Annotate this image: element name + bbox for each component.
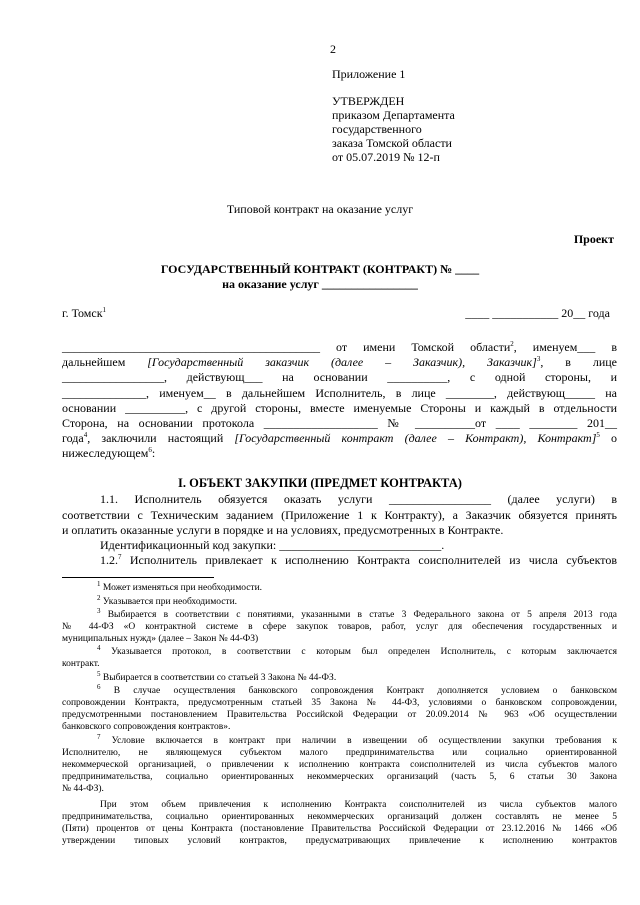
preamble-line-7 (62, 431, 617, 446)
preamble-text: года (62, 431, 84, 445)
footnote-mark: 2 (510, 340, 514, 348)
footnote-7-line-6: При этом объем привлечения к исполнению Контракта соисполнителей из числа субъектов малого (100, 800, 617, 810)
place-text: г. Томск (62, 306, 103, 320)
footnote-text: Указывается при необходимости. (102, 597, 238, 607)
footnote-3-line-3: муниципальных нужд» (далее – Закон № 44-ФЗ) (62, 634, 259, 644)
preamble-line-4: ______________, именуем__ в дальнейшем Исполнитель, в лице ________, действующ_____ на (62, 386, 617, 400)
section-1-line-2: соответствии с Техническим заданием (Приложение 1 к Контракту), а Заказчик обязуется принять (62, 508, 617, 522)
footnote-6-line-2: сопровождении Контракта, предусмотренным статьей 35 Закона № 44-ФЗ, условиями о банковском сопровождении, (62, 698, 617, 708)
footnote-mark: 7 (97, 732, 101, 741)
footnote-7-line-7: предпринимательства, социально ориентированных некоммерческих организаций должен составлять не менее 5 (62, 812, 617, 822)
document-title: Типовой контракт на оказание услуг (226, 202, 414, 216)
preamble-text: , заключили настоящий (87, 431, 235, 445)
place (62, 306, 106, 321)
approval-approved: УТВЕРЖДЕН (332, 94, 405, 108)
footnote-mark: 7 (118, 553, 122, 561)
preamble-line-6: Сторона, на основании протокола ___________________ № __________от ____ ________ 201__ (62, 416, 617, 430)
footnote-mark: 5 (97, 669, 101, 678)
date-blank: ____ ___________ 20__ года (465, 306, 610, 320)
footnote-5 (97, 669, 617, 684)
preamble-italic: [Государственный заказчик (далее – Заказчик), Заказчик] (147, 355, 537, 369)
section-text: Исполнитель привлекает к исполнению Контракта соисполнителей из числа субъектов (121, 553, 617, 567)
preamble-line-2 (62, 355, 617, 370)
contract-heading-line2: на оказание услуг ________________ (222, 277, 418, 291)
footnote-1 (97, 579, 617, 594)
footnote-3-line-2: № 44-ФЗ «О контрактной системе в сфере закупок товаров, работ, услуг для обеспечения государственных и (62, 622, 617, 632)
footnote-mark: 6 (148, 446, 152, 454)
contract-heading (0, 262, 640, 292)
footnote-mark: 1 (97, 579, 101, 588)
draft-label: Проект (573, 232, 614, 246)
preamble-line-8 (62, 446, 617, 461)
footnote-mark: 3 (536, 355, 541, 363)
section-1-line-4: Идентификационный код закупки: ___________________________. (100, 538, 445, 552)
approval-date: от 05.07.2019 № 12-п (332, 150, 440, 164)
preamble-italic: [Государственный контракт (далее – Контракт), Контракт] (234, 431, 597, 445)
section-text: 1.2. (100, 553, 118, 567)
footnote-mark: 3 (97, 606, 101, 615)
footnote-text: В случае осуществления банковского сопровождения Контракт дополняется условием о банковском (113, 686, 617, 696)
footnote-7-line-9: утверждении типовых условий контрактов, предусматривающих привлечение к исполнению контрактов (62, 836, 617, 846)
preamble-text: о (599, 431, 617, 445)
section-1-line-1: 1.1. Исполнитель обязуется оказать услуги _________________ (далее услуги) в (100, 492, 617, 506)
footnote-text: Выбирается в соответствии со статьей 3 Закона № 44-ФЗ. (102, 673, 337, 683)
preamble-text: , именуем___ в (513, 340, 617, 354)
footnote-mark: 1 (102, 306, 107, 314)
footnote-text: Указывается протокол, в соответствии с которым был определен Исполнитель, с которым заключается (111, 647, 618, 657)
preamble-line-3: _________________, действующ___ на основании __________, с одной стороны, и (62, 370, 617, 384)
preamble-line-5: основании __________, с другой стороны, вместе именуемые Стороны и каждый в отдельности (62, 401, 617, 415)
contract-heading-line1: ГОСУДАРСТВЕННЫЙ КОНТРАКТ (КОНТРАКТ) № ____ (160, 262, 480, 276)
approval-appendix: Приложение 1 (332, 67, 406, 81)
approval-dept: государственного (332, 122, 422, 136)
footnote-mark: 4 (97, 643, 101, 652)
footnote-mark: 5 (596, 431, 600, 439)
footnote-4-line-1 (97, 643, 618, 658)
footnote-7-line-2: Исполнителю, не являющемуся субъектом малого предпринимательства или социально ориентированной (62, 748, 617, 758)
section-1-line-5 (100, 553, 617, 568)
preamble-text: дальнейшем (62, 355, 126, 369)
section-1-title: I. ОБЪЕКТ ЗАКУПКИ (ПРЕДМЕТ КОНТРАКТА) (178, 476, 462, 490)
approval-order: приказом Департамента (332, 108, 455, 122)
footnote-7-line-8: (Пяти) процентов от цены Контракта (постановление Правительства Российской Федерации от 23.12.2016 № 1466 «Об (62, 824, 617, 834)
preamble-text: лице (592, 355, 618, 369)
footnote-text: Может изменяться при необходимости. (102, 583, 263, 593)
preamble-text: нижеследующем (62, 446, 149, 460)
footnote-mark: 4 (83, 431, 88, 439)
footnote-2 (97, 593, 617, 608)
footnote-separator (62, 577, 214, 578)
footnote-3-line-1 (97, 606, 617, 621)
footnote-6-line-1 (97, 682, 617, 697)
preamble-text: , в (540, 355, 571, 369)
footnote-7-line-3: некоммерческой организацией, о привлечении к исполнению контракта соисполнителей из числа субъектов малого (62, 760, 617, 770)
approval-region: заказа Томской области (332, 136, 452, 150)
section-1-line-3: и оплатить оказанные услуги в порядке и на условиях, предусмотренных в Контракте. (62, 523, 504, 537)
footnote-6-line-4: банковского сопровождения контрактов». (62, 722, 231, 732)
footnote-4-line-2: контракт. (62, 659, 100, 669)
preamble-text: ___________________________________________ от имени Томской области (62, 340, 511, 354)
footnote-7-line-1 (97, 732, 617, 747)
footnote-mark: 2 (97, 593, 101, 602)
footnote-6-line-3: предусмотренными постановлением Правительства Российской Федерации от 20.09.2014 № 963 «Об осуществлении (62, 710, 617, 720)
preamble-text: : (151, 446, 156, 460)
footnote-text: Условие включается в контракт при наличии в извещении об осуществлении закупки требования к (111, 736, 617, 746)
preamble-line-1 (62, 340, 617, 355)
footnote-7-line-5: № 44-ФЗ). (62, 784, 104, 794)
footnote-7-line-4: предпринимательства, социально ориентированных некоммерческих организаций (часть 5, 6 статьи 30 Закона (62, 772, 617, 782)
footnote-text: Выбирается в соответствии с понятиями, указанными в статье 3 Федерального закона от 5 апреля 2013 года (107, 610, 617, 620)
page-number: 2 (330, 42, 336, 56)
footnote-mark: 6 (97, 682, 101, 691)
